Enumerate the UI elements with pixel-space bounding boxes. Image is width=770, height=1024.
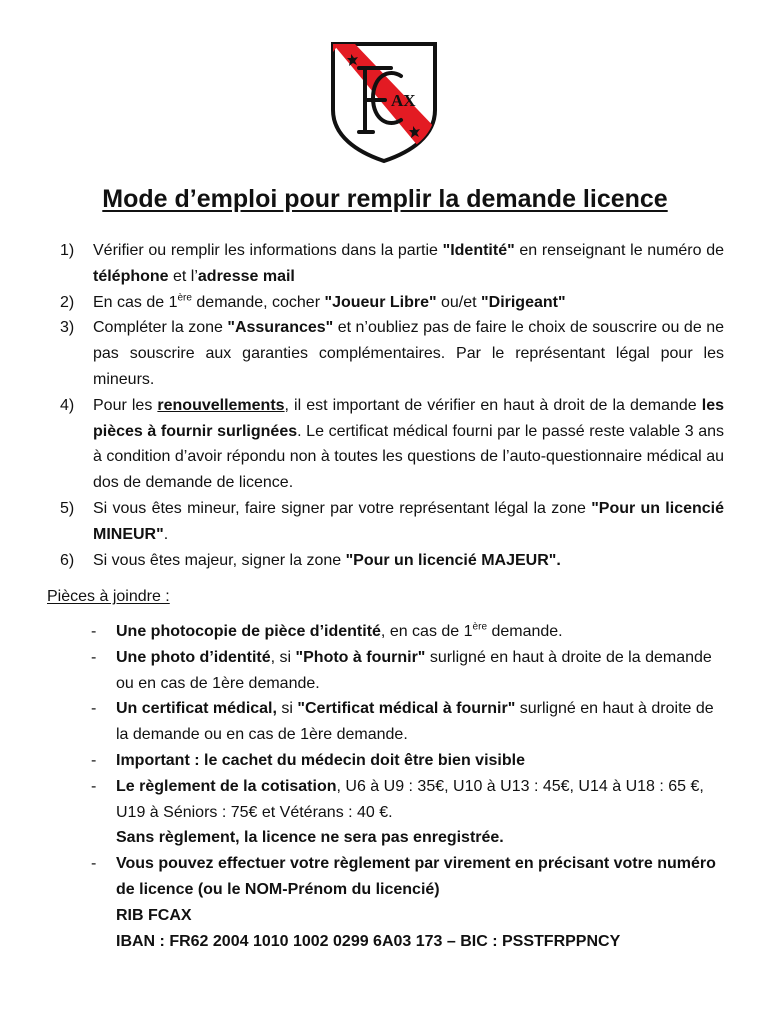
pieces-heading: Pièces à joindre :: [47, 588, 170, 605]
item-text-part: , si: [270, 648, 296, 666]
list-item-text: [116, 645, 724, 697]
page-title: Mode d’emploi pour remplir la demande licence: [102, 185, 668, 213]
bullet-dash: -: [91, 648, 97, 666]
step-bold-part: "Pour un licencié MAJEUR".: [345, 551, 561, 569]
item-text-part: surligné en haut à droite de la demande ou en cas de 1ère demande.: [116, 700, 714, 744]
instructions-list: [60, 238, 724, 573]
list-item-text: [116, 851, 724, 954]
item-bold-part: "Certificat médical à fournir": [297, 700, 516, 718]
step-bold-part: téléphone: [93, 267, 169, 285]
list-item-text: [116, 696, 724, 748]
step-text-part: Compléter la zone: [93, 319, 228, 337]
item-bold-part: Le règlement de la cotisation: [116, 777, 337, 795]
step-text-part: .: [163, 525, 169, 543]
step-bold-part: "Pour un licencié MINEUR": [93, 499, 725, 543]
item-text-part: , U6 à U9 : 35€, U10 à U13 : 45€, U14 à U18 : 65 €, U19 à Séniors : 75€ et Vétérans : 40 €.: [116, 777, 704, 821]
step-text-part: et n’oubliez pas de faire le choix de souscrire ou de ne pas souscrire aux garanties complémentaires. Par le représentant légal pour les mineurs.: [93, 319, 724, 388]
iban-bic: IBAN : FR62 2004 1010 1002 0299 6A03 173 – BIC : PSSTFRPPNCY: [116, 932, 621, 950]
step-number: 4): [60, 396, 75, 414]
list-item: [91, 696, 724, 748]
step-text: [93, 496, 724, 548]
step-text-part: et l’: [168, 267, 198, 285]
svg-text:AX: AX: [391, 91, 416, 110]
step-text-part: ou/et: [436, 293, 482, 311]
instruction-step: [60, 393, 724, 496]
item-text-part: surligné en haut à droite de la demande ou en cas de 1ère demande.: [116, 648, 712, 692]
item-bold-part: Une photocopie de pièce d’identité: [116, 623, 381, 640]
step-bold-part: adresse mail: [197, 267, 295, 285]
step-bold-part: "Assurances": [227, 319, 334, 337]
step-number: 6): [60, 551, 75, 569]
instruction-step: [60, 290, 724, 316]
step-text-part: Vérifier ou remplir les informations dans la partie: [93, 242, 443, 259]
item-text-part: , en cas de 1: [380, 623, 473, 640]
bullet-dash: -: [91, 700, 97, 718]
list-item: [91, 645, 724, 697]
instruction-step: [60, 238, 724, 290]
instruction-step: [60, 315, 724, 392]
list-item-text: [116, 748, 724, 774]
item-bold-part: Vous pouvez effectuer votre règlement par virement en précisant votre numéro de licence (ou le NOM-Prénom du licencié): [116, 855, 716, 898]
step-number: 3): [60, 319, 75, 337]
item-bold-part: Important : le cachet du médecin doit être bien visible: [116, 751, 525, 769]
step-text: [93, 238, 724, 290]
step-number: 5): [60, 499, 75, 517]
step-bold-underlined-part: renouvellements: [157, 396, 285, 414]
item-bold-part: Une photo d’identité: [116, 648, 271, 666]
item-bold-part: Un certificat médical,: [116, 700, 277, 718]
list-item: [91, 619, 724, 645]
item-bold-part: Sans règlement, la licence ne sera pas enregistrée.: [116, 829, 504, 847]
club-crest-logo: [329, 40, 439, 164]
item-bold-part: "Photo à fournir": [295, 648, 426, 666]
list-item: [91, 748, 724, 774]
step-number: 1): [60, 242, 75, 259]
step-text: [93, 315, 724, 392]
step-text-part: Si vous êtes majeur, signer la zone: [93, 551, 346, 569]
bullet-dash: -: [91, 777, 97, 795]
rib-label: RIB FCAX: [116, 906, 192, 924]
superscript: ère: [177, 292, 192, 304]
step-text: [93, 290, 724, 316]
step-text-part: Si vous êtes mineur, faire signer par votre représentant légal la zone: [93, 499, 592, 517]
step-text: [93, 548, 724, 574]
instruction-step: [60, 548, 724, 574]
bullet-dash: -: [91, 623, 97, 640]
step-bold-part: "Identité": [442, 242, 515, 259]
step-text-part: , il est important de vérifier en haut à droit de la demande: [284, 396, 702, 414]
step-bold-part: "Dirigeant": [481, 293, 566, 311]
step-text-part: demande, cocher: [191, 293, 325, 311]
item-text-part: si: [276, 700, 298, 718]
list-item-text: [116, 619, 724, 645]
bullet-dash: -: [91, 751, 97, 769]
list-item-text: [116, 774, 724, 851]
step-bold-part: les pièces à fournir surlignées: [93, 396, 724, 440]
step-text-part: En cas de 1: [93, 293, 178, 311]
step-bold-part: "Joueur Libre": [324, 293, 437, 311]
list-item: [91, 774, 724, 851]
item-text-part: demande.: [487, 623, 563, 640]
instruction-step: [60, 496, 724, 548]
step-text-part: Pour les: [93, 396, 158, 414]
bullet-dash: -: [91, 855, 97, 873]
step-text-part: en renseignant le numéro de: [514, 242, 725, 259]
crest-letters: [391, 91, 416, 110]
step-text-part: . Le certificat médical fourni par le passé reste valable 3 ans à condition d’avoir répondu non à toutes les questions de l’auto-questionnaire médical au dos de demande de licence.: [93, 422, 725, 492]
step-number: 2): [60, 293, 75, 311]
list-item: [91, 851, 724, 954]
superscript: ère: [472, 621, 487, 633]
step-text: [93, 393, 724, 496]
pieces-list: [91, 619, 724, 954]
